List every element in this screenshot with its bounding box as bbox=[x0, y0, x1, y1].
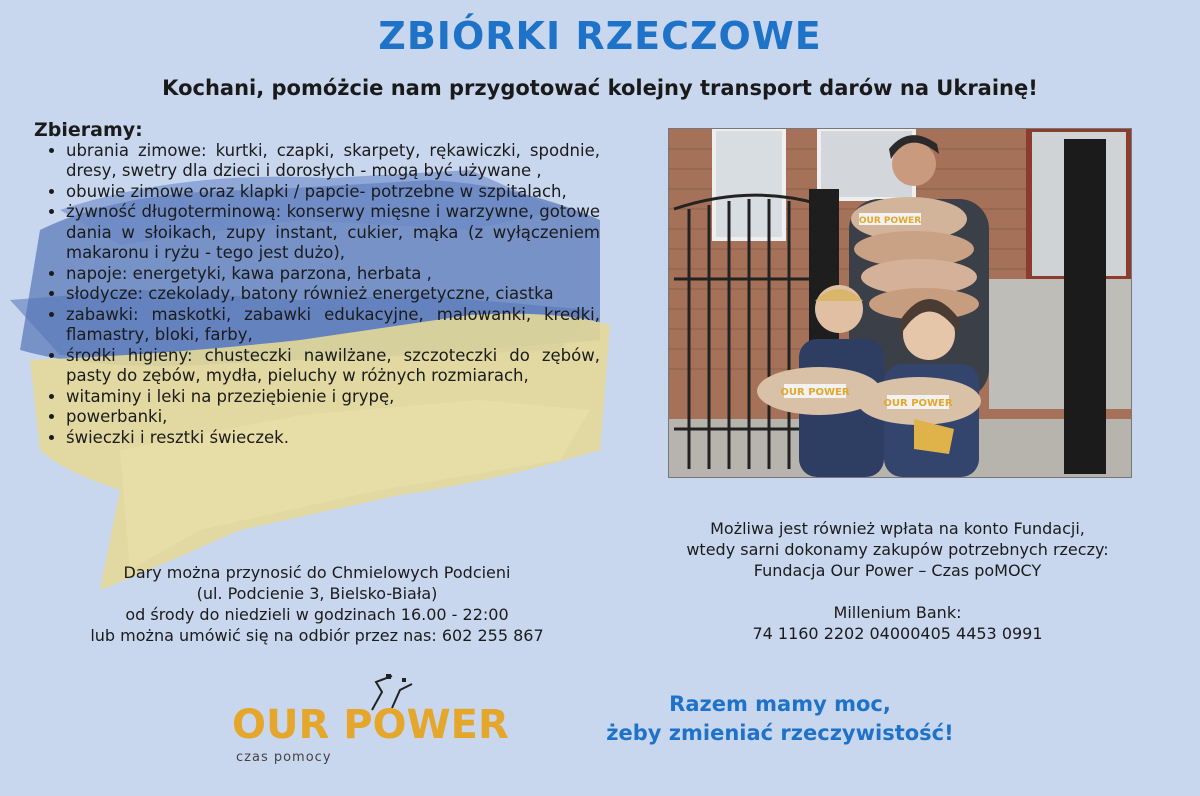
slogan-line: Razem mamy moc, bbox=[669, 692, 891, 716]
our-power-logo bbox=[232, 672, 522, 772]
slogan bbox=[560, 690, 1000, 748]
list-item: • witaminy i leki na przeziębienie i grypę, bbox=[66, 387, 600, 408]
bag-label: OUR POWER bbox=[858, 216, 922, 226]
list-item: • napoje: energetyki, kawa parzona, herbata , bbox=[66, 264, 600, 285]
page-subtitle: Kochani, pomóżcie nam przygotować kolejny transport darów na Ukrainę! bbox=[162, 76, 1038, 100]
list-item: • słodycze: czekolady, batony również energetyczne, ciastka bbox=[66, 284, 600, 305]
dropoff-address: (ul. Podcienie 3, Bielsko-Biała) bbox=[196, 584, 438, 603]
bank-account-number: 74 1160 2202 04000405 4453 0991 bbox=[752, 624, 1043, 643]
collection-heading: Zbieramy: bbox=[34, 119, 143, 141]
logo-subtitle: czas pomocy bbox=[236, 750, 332, 765]
list-item: • obuwie zimowe oraz klapki / papcie- potrzebne w szpitalach, bbox=[66, 182, 600, 203]
list-item: • środki higieny: chusteczki nawilżane, szczoteczki do zębów, pasty do zębów, mydła, pieluchy w różnych rozmiarach, bbox=[66, 346, 600, 387]
bank-info bbox=[640, 518, 1155, 644]
list-item: • żywność długoterminową: konserwy mięsne i warzywne, gotowe dania w słoikach, zupy instant, cukier, mąka (z wyłączeniem makaronu i ryżu - tego jest dużo), bbox=[66, 202, 600, 264]
bank-line: wtedy sarni dokonamy zakupów potrzebnych rzeczy: bbox=[686, 540, 1109, 559]
dropoff-info bbox=[34, 562, 600, 646]
bag-label: OUR POWER bbox=[883, 398, 953, 409]
list-item: • świeczki i resztki świeczek. bbox=[66, 428, 600, 449]
logo-text: OUR POWER bbox=[232, 702, 509, 748]
donation-photo bbox=[668, 128, 1132, 478]
collection-list bbox=[34, 141, 600, 449]
page-title: ZBIÓRKI RZECZOWE bbox=[378, 14, 822, 58]
list-item: • ubrania zimowe: kurtki, czapki, skarpety, rękawiczki, spodnie, dresy, swetry dla dzieci i dorosłych - mogą być używane , bbox=[66, 141, 600, 182]
bank-line: Możliwa jest również wpłata na konto Fundacji, bbox=[710, 519, 1085, 538]
list-item: • powerbanki, bbox=[66, 407, 600, 428]
dropoff-phone: lub można umówić się na odbiór przez nas: 602 255 867 bbox=[90, 626, 544, 645]
dropoff-hours: od środy do niedzieli w godzinach 16.00 - 22:00 bbox=[125, 605, 509, 624]
dropoff-line: Dary można przynosić do Chmielowych Podcieni bbox=[123, 563, 511, 582]
bank-name: Millenium Bank: bbox=[833, 603, 962, 622]
collection-list-block bbox=[34, 120, 600, 448]
slogan-line: żeby zmieniać rzeczywistość! bbox=[606, 721, 954, 745]
foundation-name: Fundacja Our Power – Czas poMOCY bbox=[753, 561, 1042, 580]
list-item: • zabawki: maskotki, zabawki edukacyjne, malowanki, kredki, flamastry, bloki, farby, bbox=[66, 305, 600, 346]
bag-label: OUR POWER bbox=[780, 387, 850, 398]
